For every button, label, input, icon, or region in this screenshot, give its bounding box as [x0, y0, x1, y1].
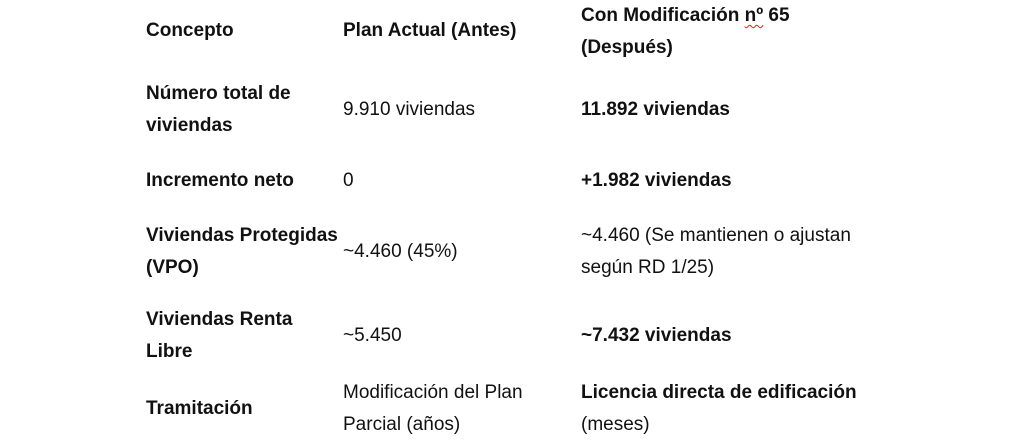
table-header-row	[146, 0, 866, 62]
table-row	[146, 373, 866, 445]
row-concepto: Tramitación	[146, 398, 253, 419]
row-antes: 9.910 viviendas	[343, 98, 476, 120]
header-con-mod-prefix: Con Modificación	[581, 5, 745, 26]
row-despues-normal: (meses)	[581, 414, 650, 435]
row-despues: 11.892 viviendas	[581, 98, 730, 120]
header-con-modificacion	[581, 0, 866, 64]
row-antes: ~4.460 (45%)	[343, 240, 458, 262]
row-despues-bold: Licencia directa de edificación	[581, 382, 857, 403]
header-concepto: Concepto	[146, 20, 234, 41]
row-concepto: Viviendas Renta Libre	[146, 308, 293, 362]
header-con-mod-suffix: 65 (Después)	[581, 5, 790, 58]
row-despues: ~7.432 viviendas	[581, 324, 732, 346]
table-row	[146, 62, 866, 157]
row-concepto: Incremento neto	[146, 170, 294, 191]
row-concepto: Número total de viviendas	[146, 82, 291, 136]
row-concepto: Viviendas Protegidas (VPO)	[146, 224, 338, 278]
row-despues: ~4.460 (Se mantienen o ajustan según RD 1/25)	[581, 224, 851, 278]
table-row	[146, 205, 866, 298]
comparison-table	[146, 0, 866, 445]
header-con-mod-num: nº	[744, 5, 764, 26]
table-row	[146, 157, 866, 205]
table-row	[146, 298, 866, 373]
header-plan-actual: Plan Actual (Antes)	[343, 20, 517, 41]
row-antes: ~5.450	[343, 324, 402, 346]
row-despues	[581, 377, 866, 441]
row-antes: Modificación del Plan Parcial (años)	[343, 382, 523, 435]
row-despues: +1.982 viviendas	[581, 170, 732, 191]
row-antes: 0	[343, 170, 354, 191]
